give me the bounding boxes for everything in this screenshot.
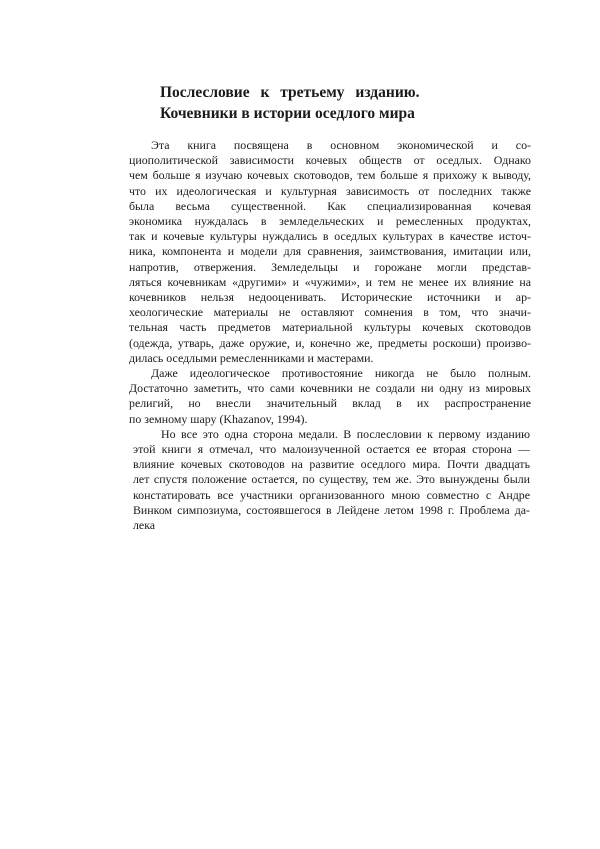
text-line: Даже идеологическое противостояние никогда не было полным. <box>151 366 531 381</box>
heading-line-2: Кочевники в истории оседлого мира <box>160 105 415 122</box>
text-line: Достаточно заметить, что сами кочевники не создали ни одну из мировых <box>129 381 531 396</box>
text-line: хеологические материалы не оставляют сомнения в том, что значи- <box>129 305 531 320</box>
text-line: ляться кочевникам «другими» и «чужими», и тем не менее их влияние на <box>129 274 531 289</box>
text-line: кочевников нельзя недооценивать. Исторические источники и ар- <box>129 290 531 305</box>
text-line: религий, но внесли значительный вклад в их распространение <box>129 396 531 411</box>
text-line: была весьма существенной. Как специализированная кочевая <box>129 198 531 213</box>
text-line: циополитической зависимости кочевых обществ от оседлых. Однако <box>129 153 531 168</box>
text-line: напротив, отвержения. Земледельцы и горожане могли представ- <box>129 259 531 274</box>
paragraph-1 <box>129 138 531 366</box>
text-line: этой книги я отмечал, что малоизученной остается ее вторая сторона — <box>133 442 530 457</box>
paragraph-2 <box>129 366 531 427</box>
paragraph-3 <box>133 427 530 533</box>
chapter-heading <box>160 82 480 124</box>
text-line: лека <box>133 518 156 533</box>
text-line: дилась оседлыми ремесленниками и мастерами. <box>129 350 374 365</box>
body-text <box>129 138 531 533</box>
text-line: констатировать все участники организованного мною совместно с Андре <box>133 487 530 502</box>
text-line: тельная часть предметов материальной культуры кочевых скотоводов <box>129 320 531 335</box>
text-line: по земному шару (Khazanov, 1994). <box>129 411 308 426</box>
text-line: чем больше я изучаю кочевых скотоводов, тем больше я прихожу к выводу, <box>129 168 531 183</box>
text-line: ника, компонента и модели для сравнения, заимствования, имитации или, <box>129 244 531 259</box>
text-line: так и кочевые культуры нуждались в оседлых культурах в качестве источ- <box>129 229 531 244</box>
text-line: экономика нуждалась в земледельческих и ремесленных продуктах, <box>129 214 531 229</box>
text-line: влияние кочевых скотоводов на развитие оседлого мира. Почти двадцать <box>133 457 530 472</box>
text-line: Винком симпозиума, состоявшегося в Лейдене летом 1998 г. Проблема да- <box>133 502 530 517</box>
text-line: что их идеологическая и культурная зависимость от последних также <box>129 183 531 198</box>
text-line: Но все это одна сторона медали. В послесловии к первому изданию <box>161 426 530 441</box>
heading-line-1: Послесловие к третьему изданию. <box>160 84 420 101</box>
text-line: Эта книга посвящена в основном экономической и со- <box>151 138 531 152</box>
text-line: лет спустя положение остается, по существу, тем же. Это вынуждены были <box>133 472 530 487</box>
text-line: (одежда, утварь, даже оружие, и, конечно же, предметы роскоши) произво- <box>129 335 531 350</box>
